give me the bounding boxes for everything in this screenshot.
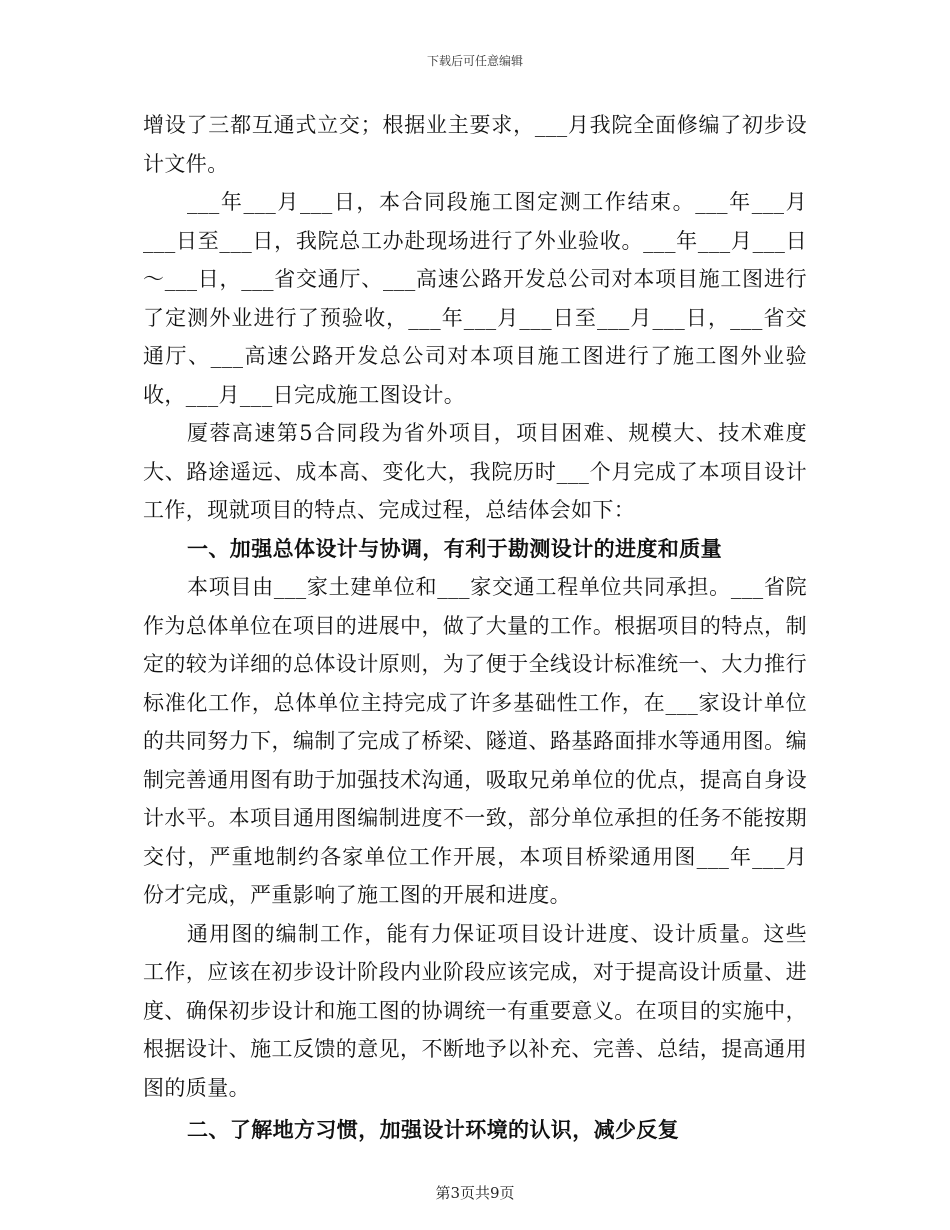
document-body [143, 106, 807, 1150]
section-heading-1: 一、加强总体设计与协调，有利于勘测设计的进度和质量 [187, 535, 722, 561]
page-number: 第3页共9页 [435, 1184, 515, 1202]
section-heading-2: 二、了解地方习惯，加强设计环境的认识，减少反复 [187, 1117, 680, 1142]
paragraph-project-overview: 厦蓉高速第5合同段为省外项目，项目困难、规模大、技术难度大、路途遥远、成本高、变化大，我院历时___个月完成了本项目设计工作，现就项目的特点、完成过程，总结体会如下： [143, 421, 807, 522]
page-header-note: 下载后可任意编辑 [426, 54, 523, 68]
paragraph-survey-timeline: ___年___月___日，本合同段施工图定测工作结束。___年___月___日至___日，我院总工办赴现场进行了外业验收。___年___月___日～___日，___省交通厅、___高速公路开发总公司对本项目施工图进行了定测外业进行了预验收，___年___月___日至___月___日，___省交通厅、___高速公路开发总公司对本项目施工图进行了施工图外业验收，___月___日完成施工图设计。 [143, 190, 807, 407]
paragraph-overall-design: 本项目由___家土建单位和___家交通工程单位共同承担。___省院作为总体单位在项目的进展中，做了大量的工作。根据项目的特点，制定的较为详细的总体设计原则，为了便于全线设计标准统一、大力推行标准化工作，总体单位主持完成了许多基础性工作，在___家设计单位的共同努力下，编制了完成了桥梁、隧道、路基路面排水等通用图。编制完善通用图有助于加强技术沟通，吸取兄弟单位的优点，提高自身设计水平。本项目通用图编制进度不一致，部分单位承担的任务不能按期交付，严重地制约各家单位工作开展，本项目桥梁通用图___年___月份才完成，严重影响了施工图的开展和进度。 [143, 575, 807, 907]
paragraph-continuation: 增设了三都互通式立交；根据业主要求，___月我院全面修编了初步设计文件。 [143, 113, 807, 176]
paragraph-general-drawings: 通用图的编制工作，能有力保证项目设计进度、设计质量。这些工作，应该在初步设计阶段内业阶段应该完成，对于提高设计质量、进度、确保初步设计和施工图的协调统一有重要意义。在项目的实施中，根据设计、施工反馈的意见，不断地予以补充、完善、总结，提高通用图的质量。 [143, 921, 807, 1100]
